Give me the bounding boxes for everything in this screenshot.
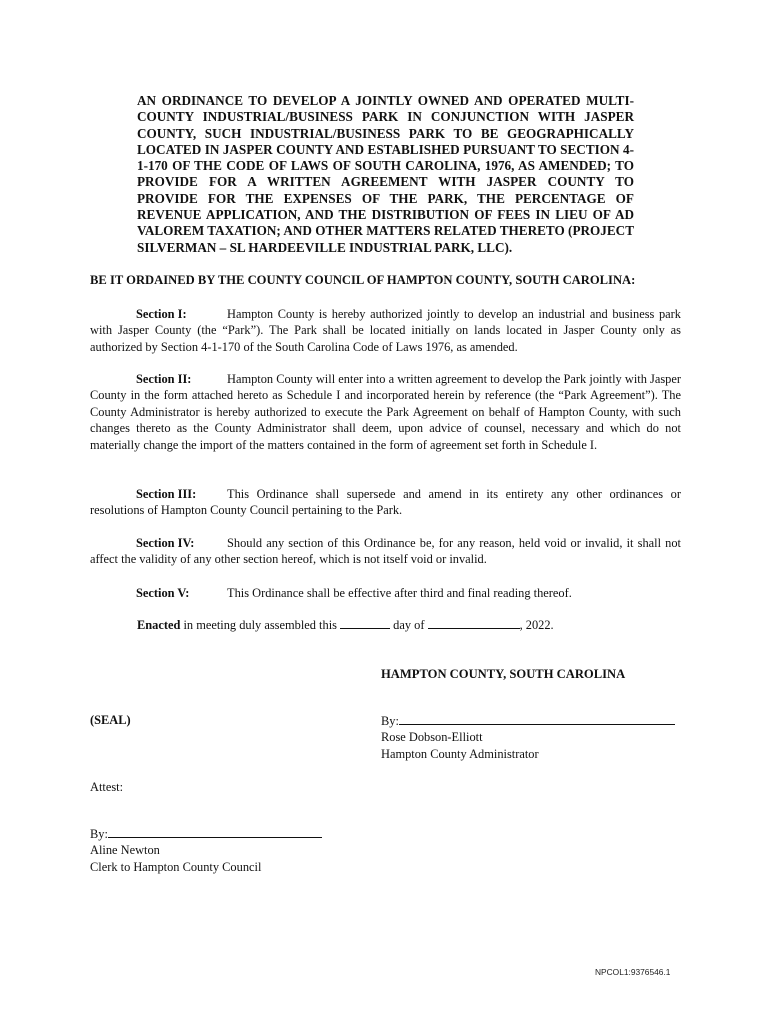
attest-label: Attest: [90,780,124,794]
section-label: Section III: [136,487,197,501]
section-3 [90,486,681,519]
section-text: Should any section of this Ordinance be, for any reason, held void or invalid, it shall not affect the validity of any other section hereof, which is not itself void or invalid. [90,536,681,567]
section-2 [90,371,681,453]
section-5 [90,585,681,601]
ordained-clause: BE IT ORDAINED BY THE COUNTY COUNCIL OF HAMPTON COUNTY, SOUTH CAROLINA: [90,273,636,287]
enacted-label: Enacted [137,618,181,632]
clerk-title: Clerk to Hampton County Council [90,859,262,874]
ordinance-title: AN ORDINANCE TO DEVELOP A JOINTLY OWNED AND OPERATED MULTI-COUNTY INDUSTRIAL/BUSINESS PARK IN CONJUNCTION WITH JASPER COUNTY, SUCH INDUSTRIAL/BUSINESS PARK TO BE GEOGRAPHICALLY LOCATED IN JASPER COUNTY AND ESTABLISHED PURSUANT TO SECTION 4-1-170 OF THE CODE OF LAWS OF SOUTH CAROLINA, 1976, AS AMENDED; TO PROVIDE FOR A WRITTEN AGREEMENT WITH JASPER COUNTY TO PROVIDE FOR THE EXPENSES OF THE PARK, THE PERCENTAGE OF REVENUE APPLICATION, AND THE DISTRIBUTION OF FEES IN LIEU OF AD VALOREM TAXATION; AND OTHER MATTERS RELATED THERETO (PROJECT SILVERMAN – SL HARDEEVILLE INDUSTRIAL PARK, LLC). [137,93,634,255]
administrator-name: Rose Dobson-Elliott [381,730,483,745]
section-4 [90,535,681,568]
seal-label: (SEAL) [90,713,131,727]
by-label: By: [381,714,399,728]
section-text: Hampton County is hereby authorized jointly to develop an industrial and business park with Jasper County (the “Park”). The Park shall be located initially on lands located in Jasper County only as authorized by Section 4-1-170 of the South Carolina Code of Laws 1976, as amended. [90,307,681,354]
enacted-line [137,617,554,633]
clerk-name: Aline Newton [90,843,160,858]
section-text: This Ordinance shall supersede and amend in its entirety any other ordinances or resolutions of Hampton County Council pertaining to the Park. [90,487,681,518]
section-1 [90,306,681,355]
day-blank[interactable] [340,617,390,629]
enacted-text-3: , 2022. [519,618,554,632]
administrator-signature-line[interactable] [399,713,675,725]
administrator-signature-block [381,713,675,762]
administrator-title: Hampton County Administrator [381,746,539,761]
section-label: Section V: [136,586,190,600]
section-label: Section I: [136,307,187,321]
document-footer-code: NPCOL1:9376546.1 [595,967,671,977]
county-heading: HAMPTON COUNTY, SOUTH CAROLINA [381,667,626,681]
clerk-signature-block [90,826,322,875]
section-text: This Ordinance shall be effective after third and final reading thereof. [227,586,572,600]
section-text: Hampton County will enter into a written agreement to develop the Park jointly with Jasper County in the form attached hereto as Schedule I and incorporated herein by reference (the “Park Agreement”). The County Administrator is hereby authorized to execute the Park Agreement on behalf of Hampton County, with such changes thereto as the County Administrator shall deem, upon advice of counsel, necessary and which do not materially change the import of the matters contained in the form of agreement set forth in Schedule I. [90,372,681,452]
section-label: Section II: [136,372,192,386]
by-label: By: [90,827,108,841]
clerk-signature-line[interactable] [108,826,322,838]
month-blank[interactable] [428,617,520,629]
section-label: Section IV: [136,536,195,550]
enacted-text-2: day of [390,618,428,632]
enacted-text-1: in meeting duly assembled this [180,618,341,632]
